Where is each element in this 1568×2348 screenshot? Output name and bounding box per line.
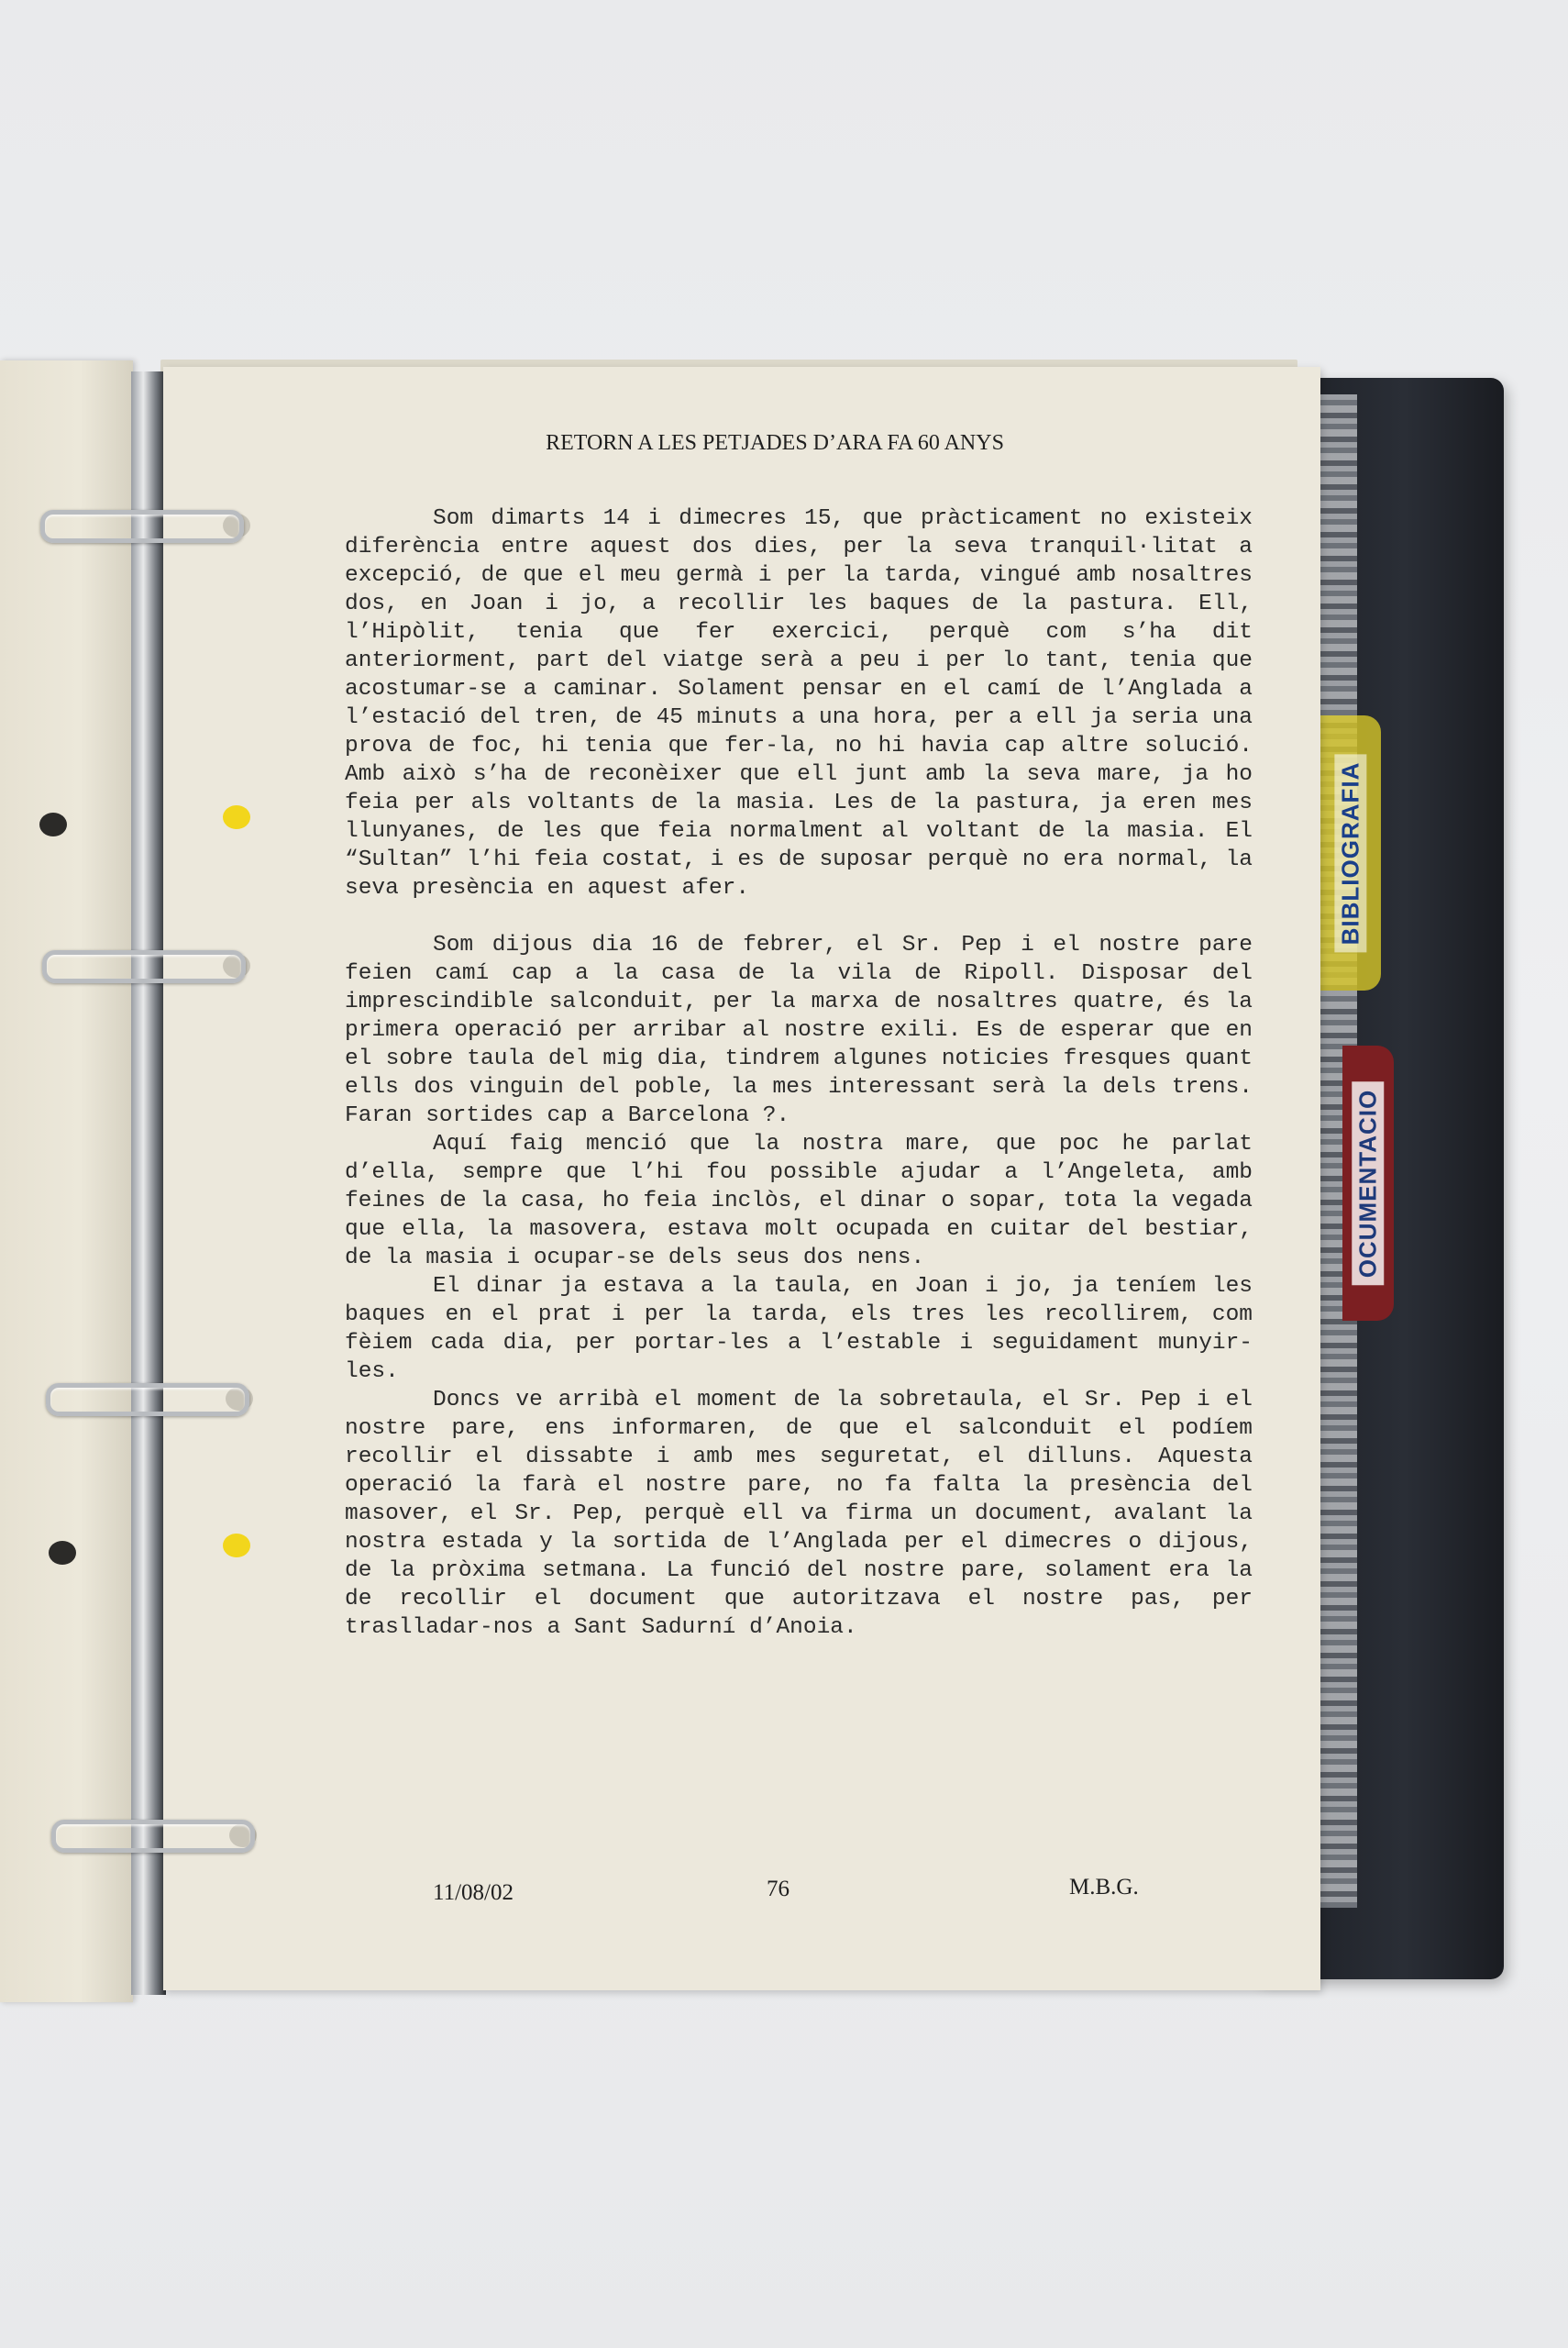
punch-hole bbox=[39, 813, 67, 836]
paragraph: El dinar ja estava a la taula, en Joan i jo, ja teníem les baques en el prat i per la tarda, els tres les recollirem, com fèiem cada dia, per portar-les a l’estable i seguidament munyir-les. bbox=[345, 1274, 1253, 1384]
paragraph: Aquí faig menció que la nostra mare, que poc he parlat d’ella, sempre que l’hi fou possible ajudar a l’Angeleta, amb feines de la casa, ho feia inclòs, el dinar o sopar, tota la vegada que ella, la masovera, estava molt ocupada en cuitar del bestiar, de la masia i ocupar-se dels seus dos nens. bbox=[345, 1132, 1253, 1270]
paragraph: Som dimarts 14 i dimecres 15, que pràcticament no existeix diferència entre aquest dos dies, per la seva tranquil·litat a excepció, de que el meu germà i per la tarda, vingué amb nosaltres dos, en Joan i jo, a recollir les baques de la pastura. Ell, l’Hipòlit, tenia que fer exercici, perquè com s’ha dit anteriorment, part del viatge serà a peu i per lo tant, tenia que acostumar-se a caminar. Solament pensar en el camí de l’Anglada a l’estació del tren, de 45 minuts a una hora, per a ell ja seria una prova de foc, hi tenia que fer-la, no hi havia cap altre solució. Amb això s’ha de reconèixer que ell junt amb la seva mare, ja ho feia per als voltants de la masia. Les de la pastura, ja eren mes llunyanes, de les que feia normalment al voltant de la masia. El “Sultan” l’hi feia costat, i es de suposar perquè no era normal, la seva presència en aquest afer. bbox=[345, 506, 1253, 901]
page-title: RETORN A LES PETJADES D’ARA FA 60 ANYS bbox=[546, 431, 1004, 455]
punch-hole bbox=[49, 1541, 76, 1565]
punch-hole bbox=[223, 1534, 250, 1557]
document-body bbox=[345, 504, 1253, 1642]
punch-hole bbox=[223, 805, 250, 829]
binder-ring bbox=[40, 510, 244, 543]
tab-label-bibliografia: BIBLIOGRAFIA bbox=[1335, 754, 1367, 952]
binder-ring bbox=[51, 1820, 255, 1853]
author-initials: M.B.G. bbox=[1069, 1875, 1139, 1899]
left-page bbox=[0, 360, 133, 2002]
tab-label-documentacio: OCUMENTACIO bbox=[1353, 1081, 1385, 1285]
paragraph: Som dijous dia 16 de febrer, el Sr. Pep i el nostre pare feien camí cap a la casa de la vila de Ripoll. Disposar del imprescindible salconduit, per la marxa de nosaltres quatre, és la primera operació per arribar al nostre exili. Es de esperar que en el sobre taula del mig dia, tindrem algunes noticies fresques quant ells dos vinguin del poble, la mes interessant serà la dels trens. Faran sortides cap a Barcelona ?. bbox=[345, 933, 1253, 1128]
divider-tab-bibliografia[interactable] bbox=[1320, 715, 1381, 991]
footer-date: 11/08/02 bbox=[433, 1880, 513, 1905]
divider-tab-documentacio[interactable] bbox=[1342, 1046, 1394, 1321]
ring-binder-spine bbox=[131, 371, 166, 1995]
binder-ring bbox=[42, 950, 246, 983]
paragraph: Doncs ve arribà el moment de la sobretaula, el Sr. Pep i el nostre pare, ens informaren, de que el salconduit el podíem recollir el dissabte i amb mes seguretat, el dilluns. Aquesta operació la farà el nostre pare, no fa falta la presència del masover, el Sr. Pep, perquè ell va firma un document, avalant la nostra estada y la sortida de l’Anglada per el dimecres o dijous, de la pròxima setmana. La funció del nostre pare, solament era la de recollir el document que autoritzava el nostre pas, per traslladar-nos a Sant Sadurní d’Anoia. bbox=[345, 1388, 1253, 1640]
binder-ring bbox=[46, 1383, 249, 1416]
page-number: 76 bbox=[767, 1877, 790, 1901]
